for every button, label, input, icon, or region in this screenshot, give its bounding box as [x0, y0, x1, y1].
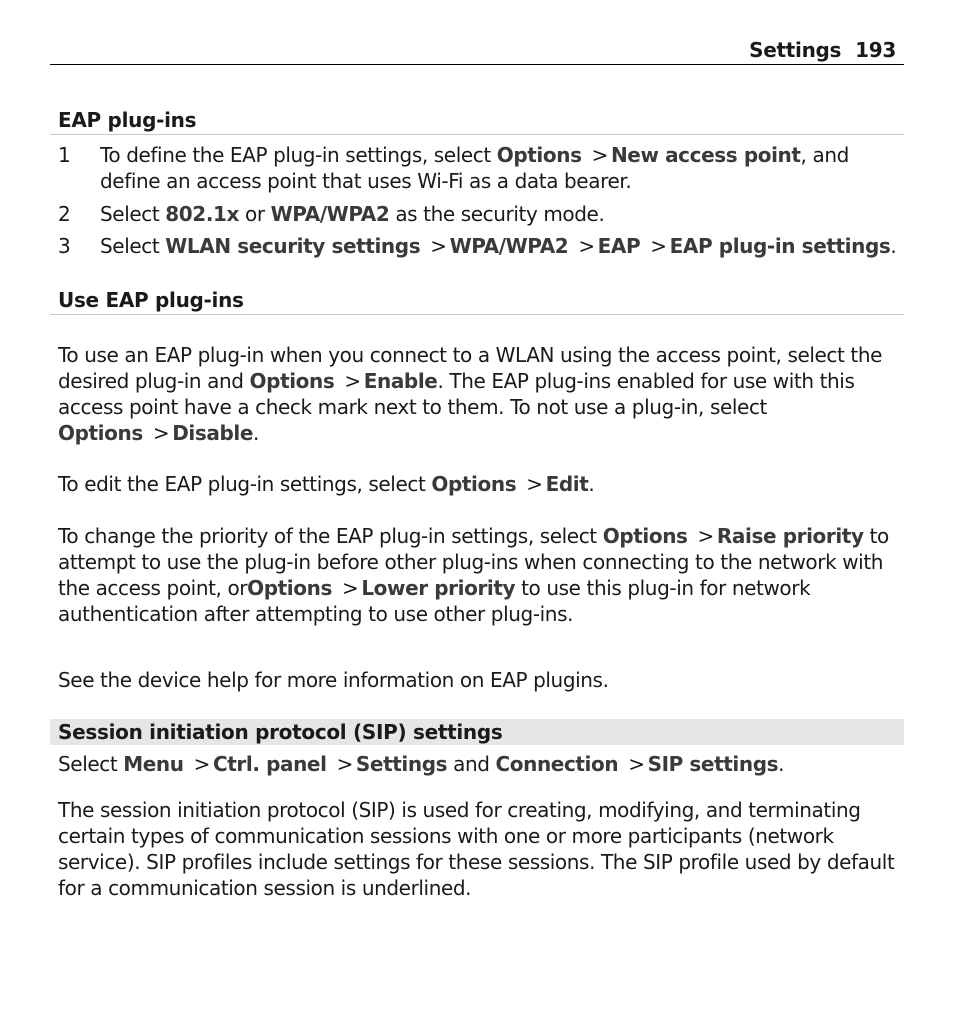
- step-3: [58, 233, 904, 259]
- paragraph-device-help: See the device help for more information on EAP plugins.: [58, 668, 609, 692]
- menu-options: Options: [496, 143, 582, 167]
- paragraph-priority: To change the priority of the EAP plug-in settings, select Options > Raise priority to attempt to use the plug-in before other plug-ins when connecting to the network with the access point, orOptions > Lower priority to use this plug-in for network authentication after attempting to use other plug-ins.: [58, 524, 889, 626]
- step-2: [58, 201, 904, 227]
- menu-new-access-point: New access point: [610, 143, 801, 167]
- step-1: [58, 142, 904, 194]
- paragraph-edit-plugin: To edit the EAP plug-in settings, select Options > Edit.: [58, 472, 595, 496]
- menu-wpa: WPA/WPA2: [449, 234, 569, 258]
- step-text: Select WLAN security settings > WPA/WPA2 > EAP > EAP plug-in settings.: [100, 234, 897, 258]
- paragraph-sip-description: The session initiation protocol (SIP) is used for creating, modifying, and terminating certain types of communication sessions with one or more participants (network service). SIP profiles include settings for these sessions. The SIP profile used by default for a communication session is underlined.: [58, 798, 895, 900]
- header-text: [749, 36, 896, 64]
- heading-use-eap-plugins: Use EAP plug-ins: [50, 287, 904, 315]
- menu-eap-plugin-settings: EAP plug-in settings: [669, 234, 891, 258]
- heading-eap-plugins: EAP plug-ins: [50, 107, 904, 135]
- step-number: 1: [58, 143, 71, 167]
- step-number: 3: [58, 234, 71, 258]
- page-number: 193: [855, 38, 896, 62]
- paragraph-enable-plugin: To use an EAP plug-in when you connect to a WLAN using the access point, select the desired plug-in and Options > Enable. The EAP plug-ins enabled for use with this access point have a check mark next to them. To not use a plug-in, select Options > Disable.: [58, 343, 883, 445]
- header-section: Settings: [749, 38, 842, 62]
- option-8021x: 802.1x: [165, 202, 240, 226]
- option-wpa: WPA/WPA2: [270, 202, 390, 226]
- step-text: Select 802.1x or WPA/WPA2 as the security mode.: [100, 202, 605, 226]
- page-header: [50, 36, 904, 65]
- step-text: To define the EAP plug-in settings, select Options > New access point, and define an access point that uses Wi-Fi as a data bearer.: [100, 143, 849, 193]
- step-number: 2: [58, 202, 71, 226]
- menu-eap: EAP: [597, 234, 641, 258]
- heading-sip-settings: Session initiation protocol (SIP) settings: [50, 719, 904, 745]
- menu-wlan-security: WLAN security settings: [165, 234, 421, 258]
- paragraph-sip-path: Select Menu > Ctrl. panel > Settings and Connection > SIP settings.: [58, 752, 785, 776]
